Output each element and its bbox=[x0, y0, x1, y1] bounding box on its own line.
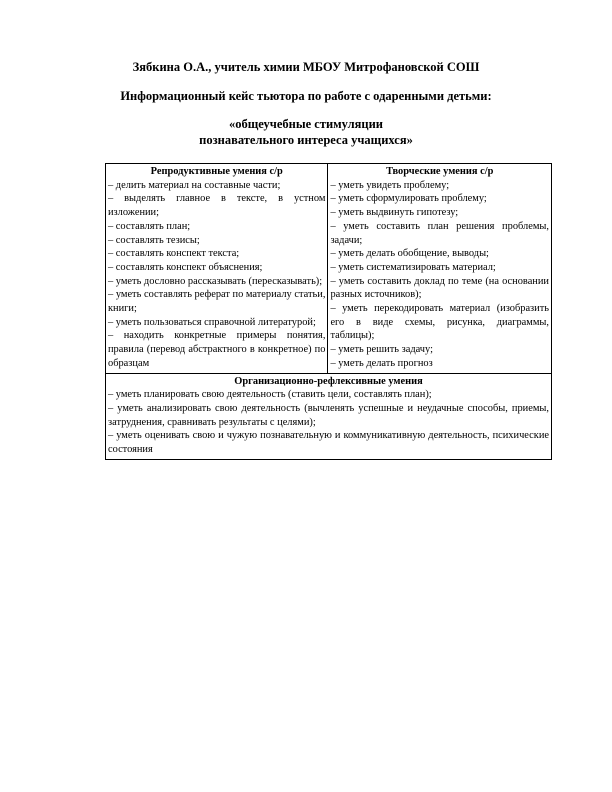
skills-table bbox=[105, 163, 552, 460]
list-item: – составлять конспект объяснения; bbox=[108, 261, 263, 273]
list-item: – уметь увидеть проблему; bbox=[330, 179, 450, 191]
list-item: – уметь пользоваться справочной литературой; bbox=[108, 316, 316, 328]
table-row bbox=[106, 164, 552, 374]
list-item: – уметь дословно рассказывать (пересказывать); bbox=[108, 275, 323, 287]
list-item: – делить материал на составные части; bbox=[108, 179, 281, 191]
list-item: – уметь систематизировать материал; bbox=[330, 261, 496, 273]
list-item: – уметь составить доклад по теме (на основании разных источников); bbox=[330, 275, 549, 301]
list-item: – уметь перекодировать материал (изобразить его в виде схемы, рисунка, диаграммы, таблицы); bbox=[330, 303, 549, 342]
author-line: Зябкина О.А., учитель химии МБОУ Митрофановской СОШ bbox=[132, 60, 480, 74]
list-item: – уметь решить задачу; bbox=[330, 344, 433, 356]
creative-skills-cell bbox=[328, 164, 552, 374]
reproductive-skills-cell bbox=[106, 164, 328, 374]
list-item: – уметь составить план решения проблемы, задачи; bbox=[330, 220, 549, 246]
list-item: – уметь сформулировать проблему; bbox=[330, 193, 487, 205]
list-item: – уметь оценивать свою и чужую познавательную и коммуникативную деятельность, психические состояния bbox=[108, 430, 549, 456]
list-item: – составлять тезисы; bbox=[108, 234, 200, 246]
reproductive-skills-title: Репродуктивные умения с/р bbox=[150, 166, 283, 177]
list-item: – находить конкретные примеры понятия, правила (перевод абстрактного в конкретное) по образцам bbox=[108, 330, 326, 369]
creative-skills-title: Творческие умения с/р bbox=[386, 166, 494, 177]
reflexive-skills-title: Организационно-рефлексивные умения bbox=[234, 375, 423, 387]
subtitle-line-2: познавательного интереса учащихся» bbox=[199, 133, 413, 147]
list-item: – составлять конспект текста; bbox=[108, 248, 240, 260]
list-item: – уметь делать обобщение, выводы; bbox=[330, 248, 489, 260]
subtitle-line-1: «общеучебные стимуляции bbox=[229, 117, 383, 131]
reflexive-skills-cell bbox=[106, 373, 552, 459]
list-item: – уметь делать прогноз bbox=[330, 357, 433, 369]
case-title: Информационный кейс тьютора по работе с одаренными детьми: bbox=[120, 89, 492, 103]
list-item: – выделять главное в тексте, в устном изложении; bbox=[108, 193, 326, 219]
list-item: – уметь составлять реферат по материалу статьи, книги; bbox=[108, 289, 326, 315]
list-item: – составлять план; bbox=[108, 220, 191, 232]
list-item: – уметь планировать свою деятельность (ставить цели, составлять план); bbox=[108, 389, 432, 401]
list-item: – уметь выдвинуть гипотезу; bbox=[330, 207, 459, 219]
list-item: – уметь анализировать свою деятельность (вычленять успешные и неудачные способы, приемы, затруднения, сравнивать результаты с целями); bbox=[108, 402, 549, 428]
table-row bbox=[106, 373, 552, 459]
